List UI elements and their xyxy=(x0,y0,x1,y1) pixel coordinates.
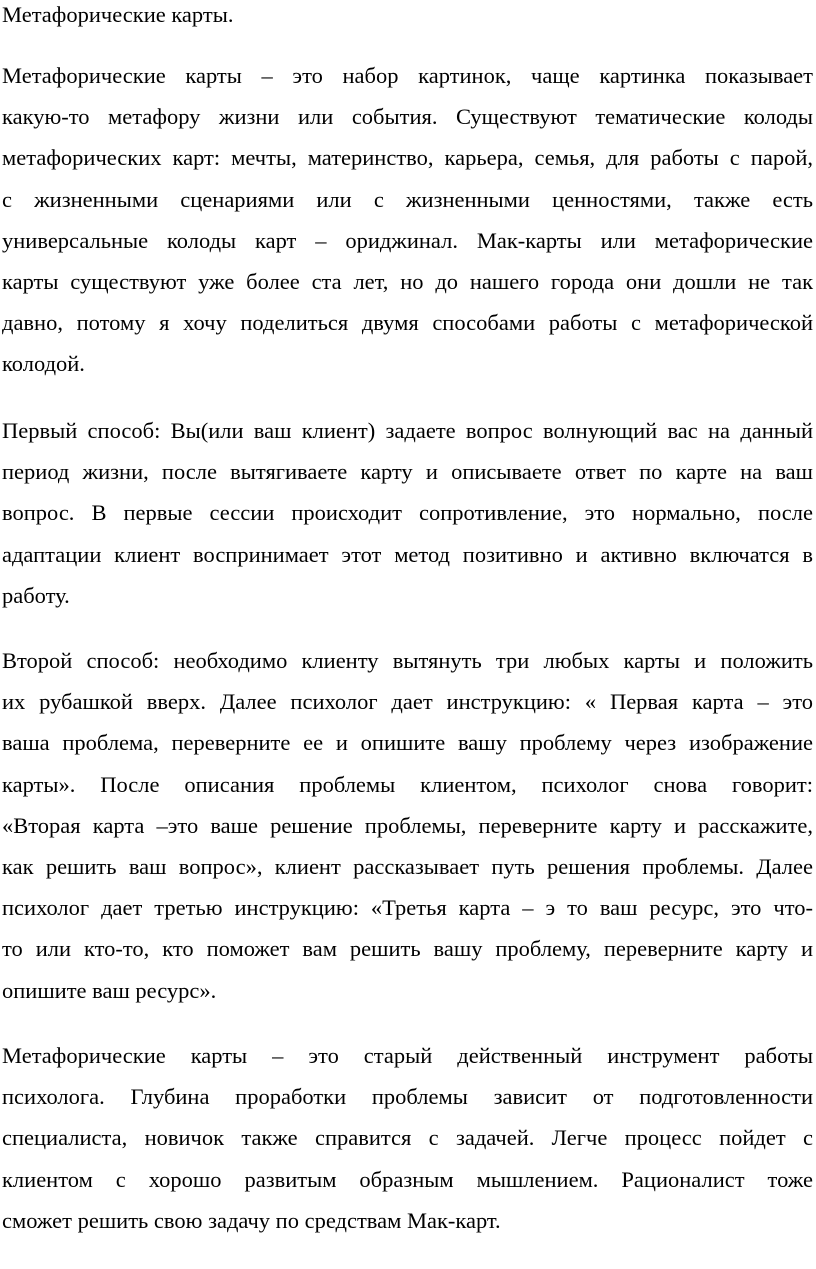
text-line: метафорических карт: мечты, материнство, карьера, семья, для работы с парой, xyxy=(2,145,813,171)
text-line: специалиста, новичок также справится с задачей. Легче процесс пойдет с xyxy=(2,1125,813,1151)
text-line: их рубашкой вверх. Далее психолог дает инструкцию: « Первая карта – это xyxy=(2,689,813,715)
paragraph-second-method xyxy=(2,640,813,1011)
text-line: Первый способ: Вы(или ваш клиент) задаете вопрос волнующий вас на данный xyxy=(2,418,813,443)
text-line: как решить ваш вопрос», клиент рассказывает путь решения проблемы. Далее xyxy=(2,854,813,880)
text-line: психолога. Глубина проработки проблемы зависит от подготовленности xyxy=(2,1084,813,1110)
text-line: карты существуют уже более ста лет, но до нашего города они дошли не так xyxy=(2,269,813,295)
paragraph-conclusion xyxy=(2,1035,813,1241)
text-line: карты». После описания проблемы клиентом, психолог снова говорит: xyxy=(2,771,813,797)
document-title: Метафорические карты. xyxy=(2,2,234,27)
text-line: ваша проблема, переверните ее и опишите вашу проблему через изображение xyxy=(2,730,813,756)
text-line: универсальные колоды карт – ориджинал. Мак-карты или метафорические xyxy=(2,227,813,253)
text-line: работу. xyxy=(2,582,70,608)
text-line: клиентом с хорошо развитым образным мышлением. Рационалист тоже xyxy=(2,1166,813,1192)
text-line: с жизненными сценариями или с жизненными ценностями, также есть xyxy=(2,186,813,212)
text-line: психолог дает третью инструкцию: «Третья карта – э то ваш ресурс, это что- xyxy=(2,895,813,921)
text-line: Метафорические карты – это старый действенный инструмент работы xyxy=(2,1043,813,1068)
text-line: сможет решить свою задачу по средствам Мак-карт. xyxy=(2,1207,501,1233)
text-line: Второй способ: необходимо клиенту вытянуть три любых карты и положить xyxy=(2,648,813,673)
text-line: то или кто-то, кто поможет вам решить вашу проблему, переверните карту и xyxy=(2,936,813,962)
text-line: давно, потому я хочу поделиться двумя способами работы с метафорической xyxy=(2,310,813,336)
text-line: адаптации клиент воспринимает этот метод позитивно и активно включатся в xyxy=(2,541,813,567)
text-line: период жизни, после вытягиваете карту и описываете ответ по карте на ваш xyxy=(2,459,813,485)
text-line: опишите ваш ресурс». xyxy=(2,977,217,1003)
text-line: вопрос. В первые сессии происходит сопротивление, это нормально, после xyxy=(2,500,813,526)
text-line: какую-то метафору жизни или события. Существуют тематические колоды xyxy=(2,104,813,130)
paragraph-intro xyxy=(2,55,813,385)
text-line: колодой. xyxy=(2,351,85,377)
text-line: Метафорические карты – это набор картинок, чаще картинка показывает xyxy=(2,63,813,88)
paragraph-first-method xyxy=(2,410,813,616)
text-line: «Вторая карта –это ваше решение проблемы, переверните карту и расскажите, xyxy=(2,812,813,838)
